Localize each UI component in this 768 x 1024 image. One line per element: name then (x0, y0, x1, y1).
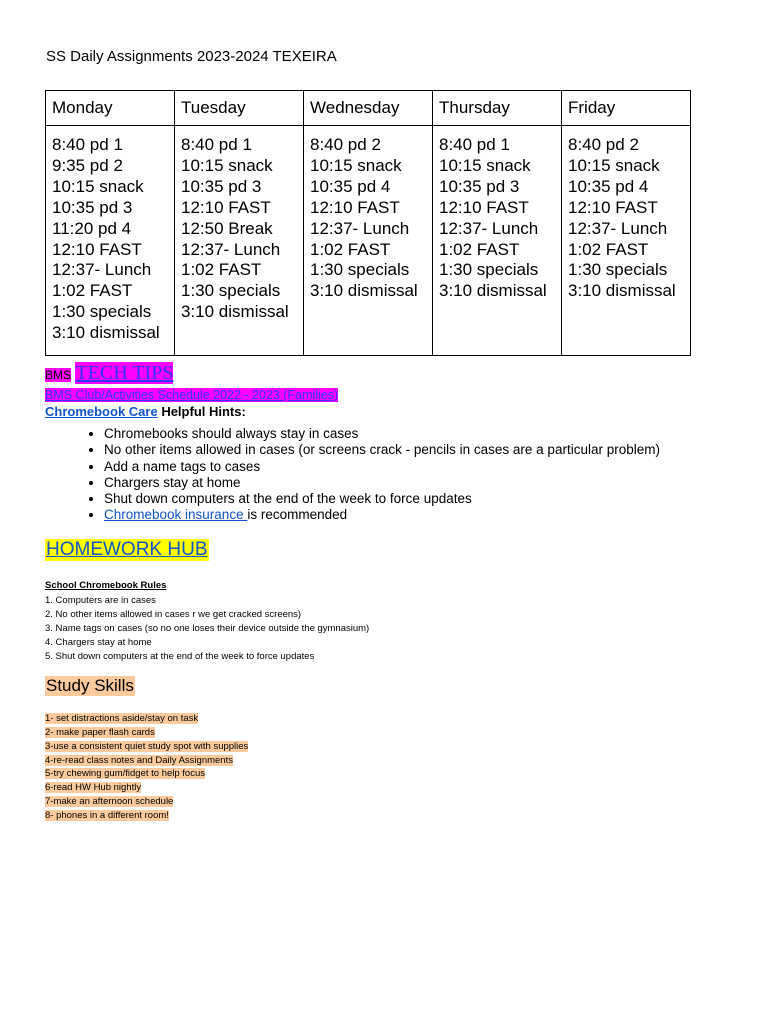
schedule-slot: 10:35 pd 3 (439, 176, 520, 196)
hint-item: • Add a name tags to cases (104, 459, 660, 475)
skill-item: 8- phones in a different room! (45, 809, 169, 821)
schedule-slot: 12:50 Break (181, 218, 273, 238)
schedule-cell-tuesday (175, 126, 304, 356)
bms-label: BMS (45, 368, 72, 382)
schedule-slot: 12:10 FAST (310, 197, 400, 217)
chromebook-rules-title: School Chromebook Rules (45, 580, 167, 591)
schedule-slot: 9:35 pd 2 (52, 155, 123, 175)
hint-item-insurance (104, 507, 660, 523)
schedule-slot: 8:40 pd 2 (568, 135, 639, 154)
schedule-slot: 1:02 FAST (52, 281, 133, 301)
schedule-slot: 1:30 specials (181, 281, 281, 301)
day-header-tuesday: Tuesday (175, 91, 304, 126)
day-header-friday: Friday (562, 91, 691, 126)
schedule-slot: 12:37- Lunch (52, 260, 152, 280)
hint-item: • No other items allowed in cases (or screens crack - pencils in cases are a particular problem) (104, 442, 660, 458)
rule-item: 1. Computers are in cases (45, 595, 156, 606)
schedule-slot: 1:02 FAST (568, 239, 649, 259)
skill-item: 3-use a consistent quiet study spot with supplies (45, 740, 249, 752)
schedule-cell-wednesday (304, 126, 433, 356)
study-skills-list (45, 712, 248, 823)
schedule-slot: 10:35 pd 4 (310, 176, 391, 196)
helpful-hints-label: Helpful Hints: (157, 404, 246, 419)
schedule-slot: 1:30 specials (439, 260, 539, 280)
schedule-header-row (46, 91, 691, 126)
club-activities-link[interactable]: BMS Club/Activities Schedule 2022 - 2023 (Families) (45, 388, 339, 402)
schedule-slot: 1:30 specials (52, 302, 152, 322)
schedule-slot: 10:15 snack (439, 155, 531, 175)
schedule-slot: 10:15 snack (568, 155, 660, 175)
schedule-cell-friday (562, 126, 691, 356)
schedule-cell-monday (46, 126, 175, 356)
schedule-slot: 12:37- Lunch (181, 239, 281, 259)
hints-list (78, 426, 660, 524)
homework-hub-link[interactable]: HOMEWORK HUB (46, 539, 208, 560)
schedule-slot: 1:02 FAST (439, 239, 520, 259)
skill-item: 1- set distractions aside/stay on task (45, 713, 199, 724)
skill-item: 2- make paper flash cards (45, 726, 155, 738)
chromebook-rules-list (45, 594, 369, 663)
skill-item: 4-re-read class notes and Daily Assignments (45, 754, 233, 766)
rule-item: 3. Name tags on cases (so no one loses their device outside the gymnasium) (45, 622, 370, 634)
schedule-slot: 12:10 FAST (568, 197, 658, 217)
schedule-slot: 10:15 snack (181, 155, 273, 175)
schedule-slot: 3:10 dismissal (181, 302, 289, 322)
schedule-slot: 12:10 FAST (181, 197, 271, 217)
tech-tips-link[interactable]: TECH TIPS (75, 362, 174, 384)
schedule-slot: 3:10 dismissal (52, 323, 160, 343)
schedule-slot: 10:15 snack (52, 176, 144, 196)
skill-item: 5-try chewing gum/fidget to help focus (45, 768, 206, 780)
schedule-slot: 12:10 FAST (52, 239, 142, 259)
schedule-slot: 12:10 FAST (439, 197, 529, 217)
hint-item: • Chromebooks should always stay in cases (104, 426, 660, 442)
rule-item: 5. Shut down computers at the end of the week to force updates (45, 650, 315, 662)
document-title: SS Daily Assignments 2023-2024 TEXEIRA (46, 48, 337, 65)
insurance-text: is recommended (247, 507, 348, 523)
rule-item: 4. Chargers stay at home (45, 636, 152, 648)
chromebook-insurance-link[interactable]: Chromebook insurance (104, 507, 248, 523)
schedule-slot: 1:30 specials (568, 260, 668, 280)
schedule-table (45, 90, 691, 356)
schedule-body-row (46, 126, 691, 356)
schedule-slot: 11:20 pd 4 (52, 218, 132, 238)
schedule-slot: 12:37- Lunch (439, 218, 539, 238)
hint-item: • Shut down computers at the end of the week to force updates (104, 491, 660, 507)
schedule-slot: 8:40 pd 1 (181, 135, 252, 154)
schedule-slot: 8:40 pd 1 (52, 135, 123, 154)
schedule-slot: 12:37- Lunch (568, 218, 668, 238)
schedule-slot: 10:35 pd 4 (568, 176, 649, 196)
day-header-wednesday: Wednesday (304, 91, 433, 126)
schedule-slot: 1:02 FAST (310, 239, 391, 259)
schedule-slot: 1:02 FAST (181, 260, 262, 280)
schedule-slot: 3:10 dismissal (568, 281, 676, 301)
schedule-cell-thursday (433, 126, 562, 356)
chromebook-care-link[interactable]: Chromebook Care (45, 404, 158, 419)
skill-item: 7-make an afternoon schedule (45, 796, 174, 808)
schedule-slot: 12:37- Lunch (310, 218, 410, 238)
tech-tips-heading (45, 362, 173, 386)
schedule-slot: 8:40 pd 2 (310, 135, 381, 154)
hint-item: • Chargers stay at home (104, 475, 660, 491)
schedule-slot: 10:15 snack (310, 155, 402, 175)
schedule-slot: 8:40 pd 1 (439, 135, 510, 154)
chromebook-care-heading (45, 404, 246, 419)
skill-item: 6-read HW Hub nightly (45, 782, 142, 794)
day-header-thursday: Thursday (433, 91, 562, 126)
day-header-monday: Monday (46, 91, 175, 126)
study-skills-heading: Study Skills (46, 676, 134, 695)
schedule-slot: 10:35 pd 3 (52, 197, 133, 217)
schedule-slot: 3:10 dismissal (310, 281, 418, 301)
schedule-slot: 1:30 specials (310, 260, 410, 280)
rule-item: 2. No other items allowed in cases r we get cracked screens) (45, 608, 302, 620)
schedule-slot: 10:35 pd 3 (181, 176, 262, 196)
schedule-slot: 3:10 dismissal (439, 281, 547, 301)
